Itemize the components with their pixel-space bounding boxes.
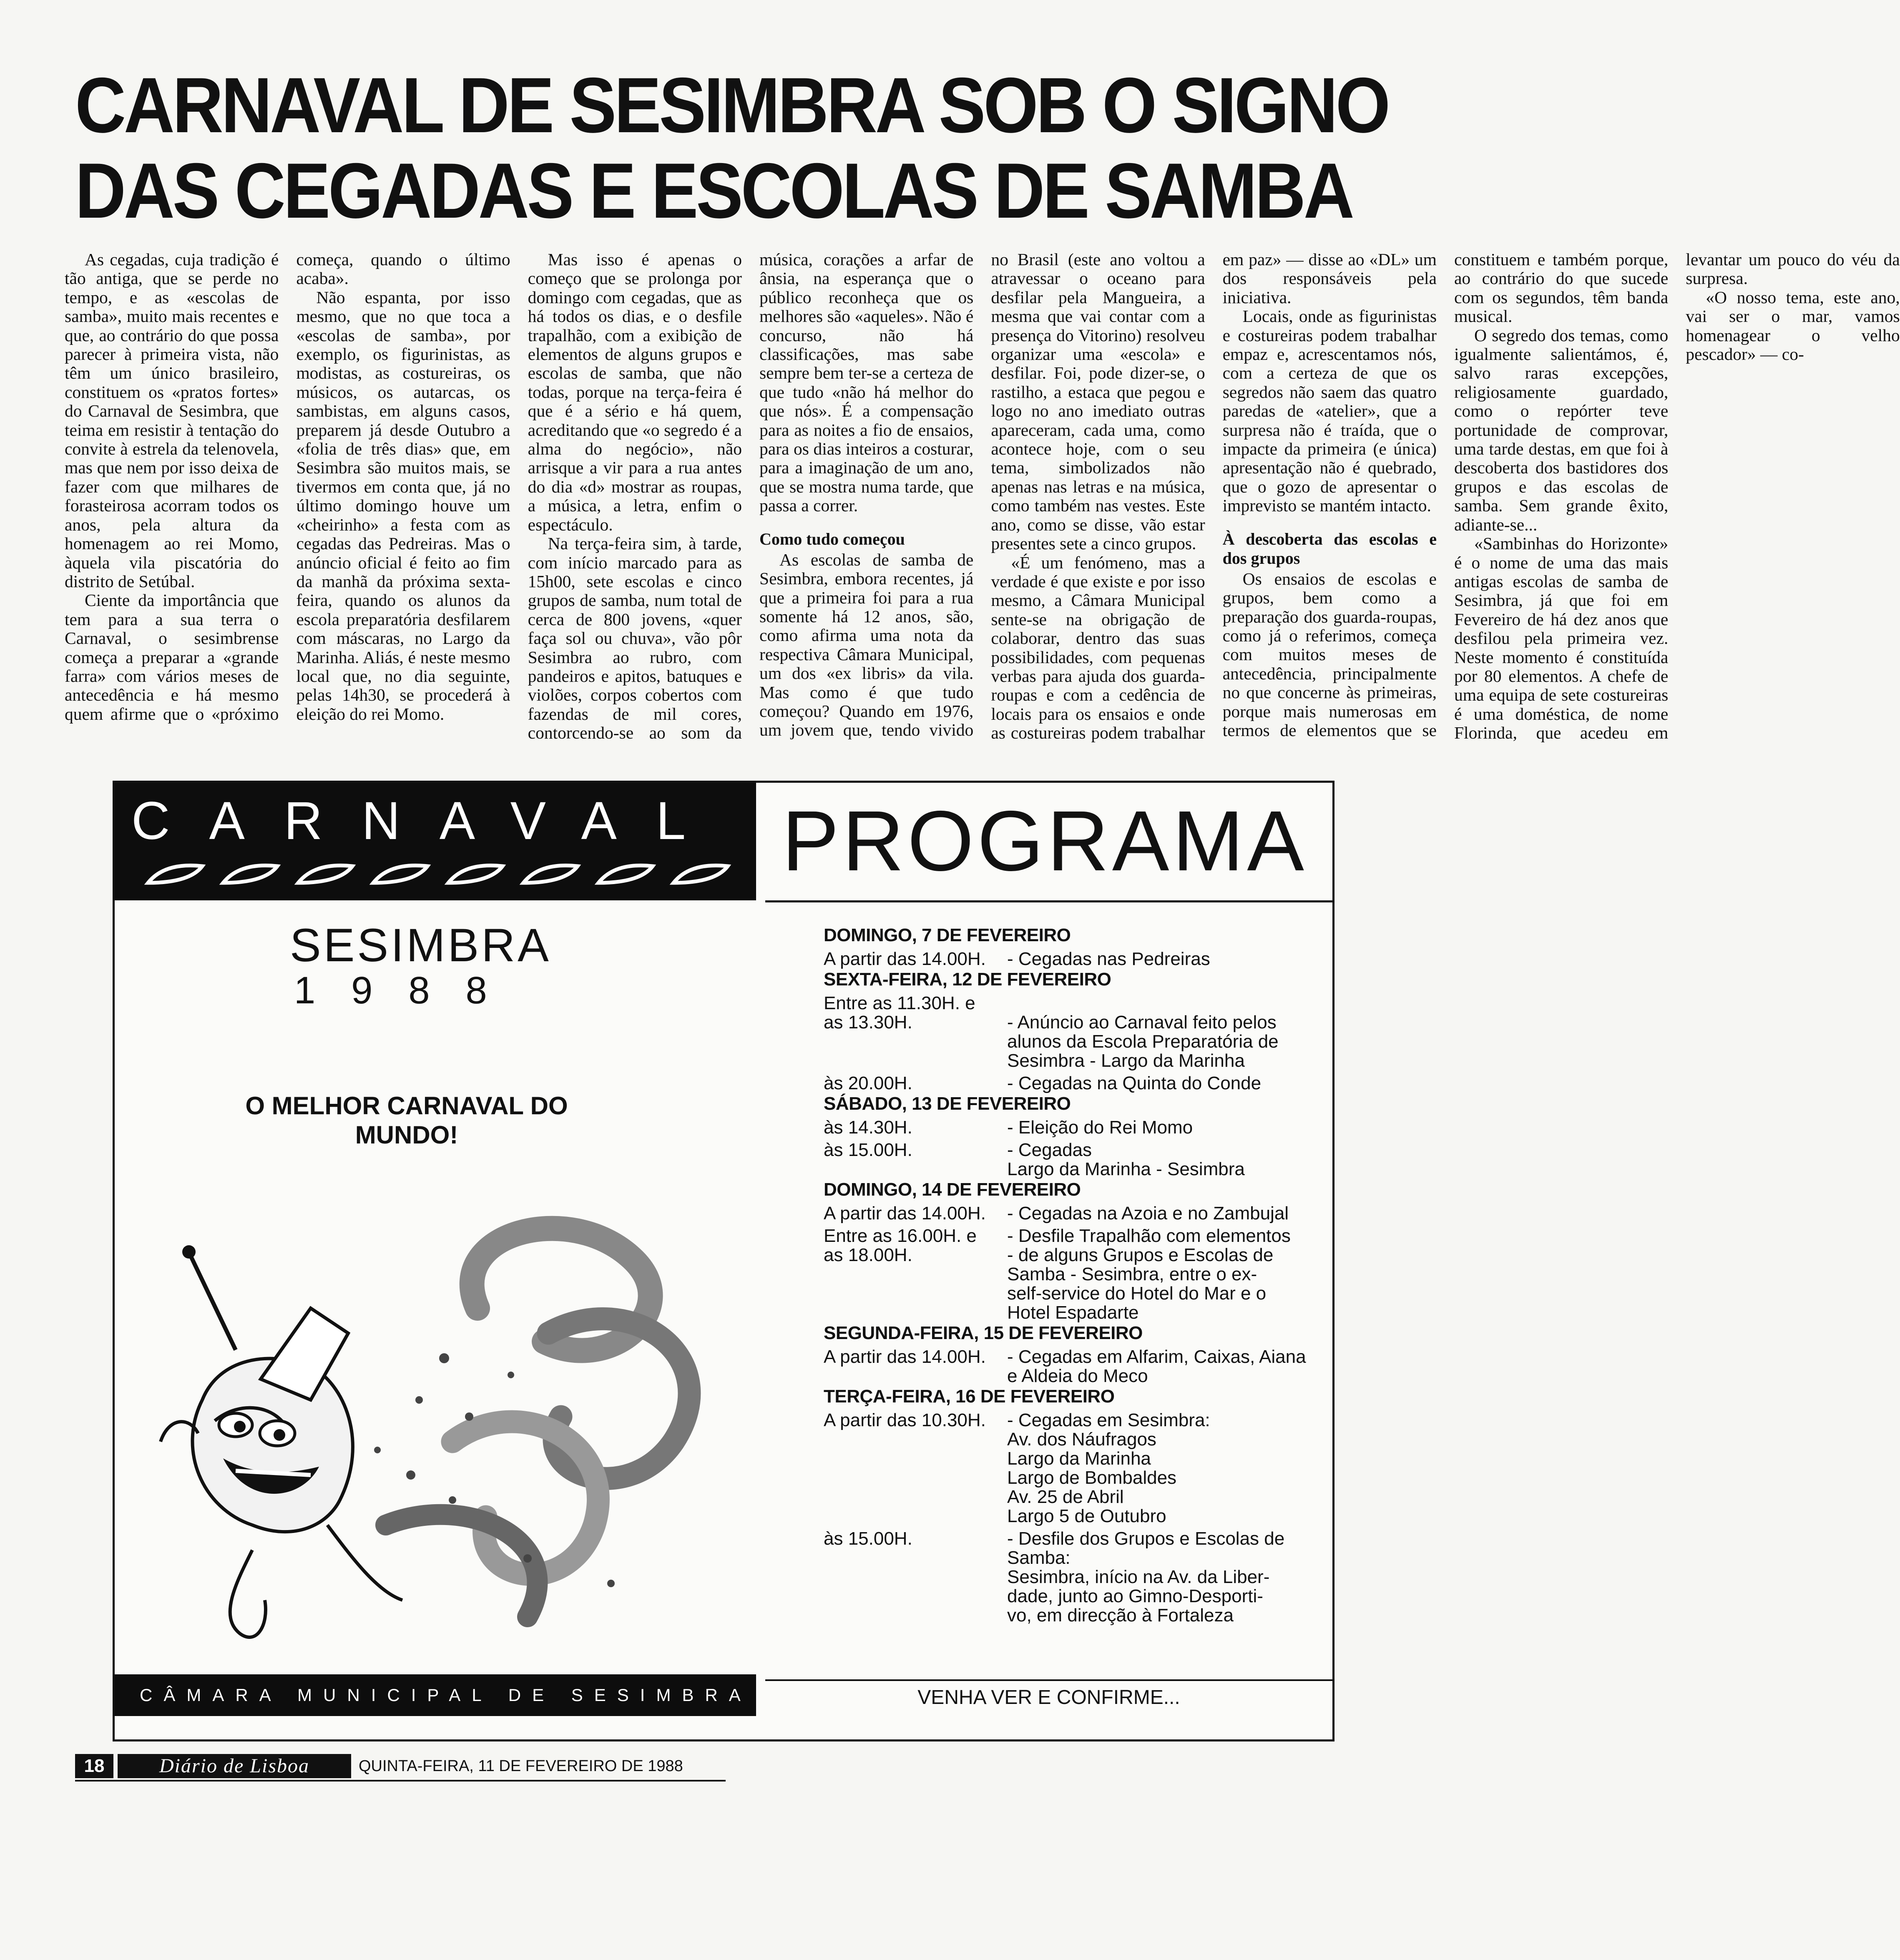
- event-description: - Desfile Trapalhão com elementos - de alguns Grupos e Escolas de Samba - Sesimbra, entre o ex- self-service do Hotel do Mar e o Hotel Espadarte: [1007, 1226, 1291, 1323]
- programa-header: [765, 783, 1332, 902]
- event-description: - Cegadas em Sesimbra: Av. dos Náufragos Largo da Marinha Largo de Bombaldes Av. 25 de Abril Largo 5 de Outubro: [1007, 1410, 1210, 1526]
- event-time: A partir das 14.00H.: [824, 1347, 986, 1367]
- article-paragraph: «O nosso tema, este ano, vai ser o mar, vamos homenagear o velho pescador» — co-: [1686, 287, 1900, 364]
- schedule-event: [824, 1347, 1324, 1386]
- newspaper-name: Diário de Lisboa: [118, 1754, 351, 1778]
- confetti-streamers-icon: [140, 854, 744, 891]
- year-label: 1988: [294, 969, 523, 1012]
- day-title: SÁBADO, 13 DE FEVEREIRO: [824, 1093, 1071, 1114]
- schedule-day-sunday-14: [824, 1179, 1324, 1322]
- article-paragraph: Ciente da importância que tem para a sua terra o Carnaval, o sesimbrense começa a preparar a «grande farra» com vários meses de antecedência e há mesmo quem afirme que o «próximo começa, quando o último acaba».: [65, 250, 510, 724]
- event-description: - Desfile dos Grupos e Escolas de Samba: Sesimbra, início na Av. da Liber- dade, junto ao Gimno-Desporti- vo, em direcção à Fortaleza: [1007, 1528, 1285, 1626]
- article-paragraph: Na terça-feira sim, à tarde, com início marcado para as 15h00, sete escolas e cinco grupos de samba, num total de cerca de 800 jovens, «quer faça sol ou chuva», vão pôr Sesimbra ao rubro, com pandeiros e apitos, batuques e violões, corpos cobertos com fazendas de mil cores, contorcendo-se ao som da música, corações a arfar de ânsia, na esperança que o público reconheça que os melhores são «aqueles». Não é concurso, não há classificações, mas sabe sempre bem ter-se a certeza de que tudo «não há melhor do que nós». É a compensação para as noites a fio de ensaios, para os dias inteiros a costurar, para a imaginação de um ano, que se mostra numa tarde, que passa a correr.: [528, 250, 974, 743]
- carnaval-banner: [115, 783, 756, 900]
- camara-municipal-banner: [115, 1674, 756, 1716]
- day-title: SEGUNDA-FEIRA, 15 DE FEVEREIRO: [824, 1323, 1143, 1343]
- schedule-event: [824, 1411, 1324, 1526]
- footer-divider: [75, 1780, 726, 1782]
- page-number: 18: [75, 1754, 113, 1778]
- programa-title: PROGRAMA: [782, 793, 1307, 889]
- article-paragraph: «Sambinhas do Horizonte» é o nome de uma das mais antigas escolas de samba de Sesimbra, já que foi em Fevereiro de há dez anos que desfilou pela primeira vez. Neste momento é constituída por 80 elementos. A chefe de uma equipa de sete costureiras é uma doméstica, de nome Florinda, que acedeu em levantar um pouco do véu da surpresa.: [1454, 250, 1900, 743]
- headline-line-1: CARNAVAL DE SESIMBRA SOB O SIGNO: [75, 61, 1388, 149]
- event-time: A partir das 14.00H.: [824, 949, 986, 969]
- headline: [75, 61, 1388, 234]
- sesimbra-label: SESIMBRA: [290, 919, 551, 971]
- schedule-event: [824, 1226, 1324, 1322]
- event-description: - Cegadas nas Pedreiras: [1007, 949, 1210, 969]
- article-paragraph: As escolas de samba de Sesimbra, embora recentes, já que a primeira foi para a rua somente há 12 anos, são, como afirma uma nota da respectiva Câmara Municipal, um dos «ex libris» da vila. Mas como é que tudo começou? Quando em 1976, um jovem que, tendo vivido no Brasil (este ano voltou a atravessar o oceano para desfilar pela Mangueira, a mesma que vai contar com a presença do Vitorino) resolveu organizar uma «escola» e desfilar. Foi, pode dizer-se, o rastilho, a estaca que pegou e logo no ano imediato outras apareceram, cada uma, como acontece hoje, com o seu tema, simbolizados não apenas nas letras e na música, como também nas vestes. Este ano, como se disse, vão estar presentes sete a cinco grupos.: [759, 250, 1205, 740]
- article-paragraph: Mas isso é apenas o começo que se prolonga por domingo com cegadas, que as há todos os dias, e o desfile trapalhão, com a exibição de elementos de alguns grupos e escolas de samba, que não todas, porque na terça-feira é que é a sério e há quem, acreditando que «o segredo é a alma do negócio», não arrisque a vir para a rua antes do dia «d» mostrar as roupas, a música, a letra, enfim o espectáculo.: [528, 250, 742, 534]
- schedule-event: [824, 1118, 1324, 1137]
- event-description: - Eleição do Rei Momo: [1007, 1117, 1193, 1138]
- article-paragraph: Não espanta, por isso mesmo, que no que toca a «escolas de samba», por exemplo, os figurinistas, as modistas, as costureiras, os músicos, os autarcas, os sambistas, em alguns casos, preparem já desde Outubro a «folia de três dias» que, em Sesimbra são muitos mais, se tivermos em conta que, já no último domingo houve um «cheirinho» a festa com as cegadas das Pedreiras. Mas o anúncio oficial é feito ao fim da manhã da próxima sexta-feira, quando os alunos da escola preparatória desfilarem com máscaras, no Largo da Marinha. Aliás, é neste mesmo local que, no dia seguinte, pelas 14h30, se procederá à eleição do rei Momo.: [296, 287, 510, 724]
- event-description: - Cegadas em Alfarim, Caixas, Aiana e Aldeia do Meco: [1007, 1347, 1306, 1386]
- carnival-program-advert: [113, 781, 1335, 1741]
- schedule-day-monday-15: [824, 1322, 1324, 1386]
- schedule-event: [824, 1141, 1324, 1179]
- day-title: DOMINGO, 14 DE FEVEREIRO: [824, 1179, 1081, 1200]
- article-paragraph: Locais, onde as figurinistas e costureiras podem trabalhar empaz e, acrescentamos nós, com a certeza de que os segredos não saem das quatro paredas de «atelier», que a surpresa não é traída, que o impacte da primeira (e única) apresentação não é quebrado, que o gozo de apresentar o imprevisto se mantém intacto.: [1222, 307, 1437, 515]
- day-title: DOMINGO, 7 DE FEVEREIRO: [824, 925, 1071, 945]
- schedule-day-sunday-7: [824, 925, 1324, 969]
- headline-line-2: DAS CEGADAS E ESCOLAS DE SAMBA: [75, 147, 1352, 234]
- schedule-event: [824, 994, 1324, 1070]
- venha-ver-tagline: VENHA VER E CONFIRME...: [765, 1679, 1332, 1714]
- schedule-event: [824, 1529, 1324, 1625]
- event-time: às 15.00H.: [824, 1528, 912, 1549]
- event-description: - Cegadas na Quinta do Conde: [1007, 1073, 1262, 1093]
- event-time: A partir das 14.00H.: [824, 1203, 986, 1224]
- article-body: [65, 250, 1900, 751]
- schedule-event: [824, 950, 1324, 969]
- day-title: TERÇA-FEIRA, 16 DE FEVEREIRO: [824, 1386, 1115, 1407]
- day-title: SEXTA-FEIRA, 12 DE FEVEREIRO: [824, 969, 1111, 990]
- issue-date: QUINTA-FEIRA, 11 DE FEVEREIRO DE 1988: [359, 1757, 683, 1775]
- schedule-day-saturday-13: [824, 1093, 1324, 1179]
- schedule-event: [824, 1204, 1324, 1223]
- schedule-day-tuesday-16: [824, 1386, 1324, 1625]
- article-subheading: À descoberta das escolas e dos grupos: [1222, 529, 1437, 568]
- carnival-mascot-illustration: [152, 1183, 761, 1663]
- article-paragraph: «É um fenómeno, mas a verdade é que existe e por isso mesmo, a Câmara Municipal sente-se na obrigação de colaborar, dentro das suas possibilidades, com pequenas verbas para ajuda dos guarda-roupas e com a cedência de locais para os ensaios e onde as costureiras podem trabalhar em paz» — disse ao «DL» um dos responsáveis pela iniciativa.: [991, 250, 1437, 743]
- article-paragraph: As cegadas, cuja tradição é tão antiga, que se perde no tempo, e as «escolas de samba», muito mais recentes e que, ao contrário do que possa parecer à primeira vista, não têm um único brasileiro, constituem os «pratos fortes» do Carnaval de Sesimbra, que teima em resistir à tentação do convite à estrela da telenovela, mas que nem por isso deixa de fazer com que milhares de forasteirosa acorram todos os anos, pela altura da homenagem ao rei Momo, àquela vila piscatória do distrito de Setúbal.: [65, 250, 279, 591]
- event-time: Entre as 11.30H. e as 13.30H.: [824, 993, 975, 1033]
- event-time: Entre as 16.00H. e as 18.00H.: [824, 1226, 977, 1265]
- article-paragraph: Os ensaios de escolas e grupos, bem como a preparação dos guarda-roupas, como já o referimos, começa com muitos meses de antecedência, principalmente no que concerne às primeiras, porque mais numerosas em termos de elementos que se constituem e também porque, ao contrário do que sucede com os segundos, têm banda musical.: [1222, 250, 1669, 740]
- schedule: [824, 925, 1324, 1625]
- article-paragraph: O segredo dos temas, como igualmente salientámos, é, salvo raras excepções, religiosamente guardado, como o repórter teve portunidade de comprovar, uma tarde destas, em que foi à descoberta dos bastidores dos grupos e das escolas de samba. Sem grande êxito, adiante-se...: [1454, 325, 1669, 534]
- event-time: às 15.00H.: [824, 1140, 912, 1160]
- carnaval-title: CARNAVAL: [131, 791, 725, 851]
- event-description: - Cegadas na Azoia e no Zambujal: [1007, 1203, 1289, 1224]
- event-time: às 20.00H.: [824, 1073, 912, 1093]
- article-subheading: Como tudo começou: [759, 529, 905, 548]
- event-description: - Anúncio ao Carnaval feito pelos alunos da Escola Preparatória de Sesimbra - Largo da Marinha: [1007, 1012, 1279, 1071]
- slogan: O MELHOR CARNAVAL DO MUNDO!: [245, 1092, 568, 1149]
- event-time: A partir das 10.30H.: [824, 1410, 986, 1430]
- schedule-event: [824, 1074, 1324, 1093]
- camara-municipal-label: CÂMARA MUNICIPAL DE SESIMBRA: [140, 1685, 752, 1705]
- schedule-day-friday-12: [824, 969, 1324, 1093]
- event-time: às 14.30H.: [824, 1117, 912, 1138]
- event-description: - Cegadas Largo da Marinha - Sesimbra: [1007, 1140, 1245, 1179]
